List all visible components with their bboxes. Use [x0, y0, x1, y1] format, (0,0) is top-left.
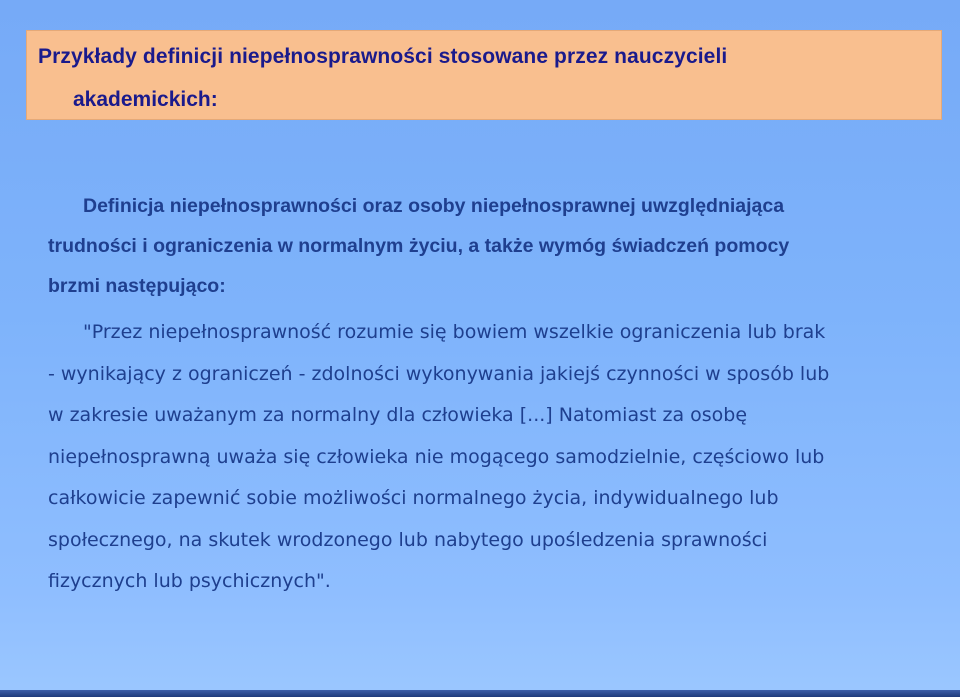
title-box	[26, 30, 942, 120]
bottom-divider-bar	[0, 690, 960, 697]
quote-line: "Przez niepełnosprawność rozumie się bowiem wszelkie ograniczenia lub brak	[83, 321, 826, 343]
quote-line: niepełnosprawną uważa się człowieka nie mogącego samodzielnie, częściowo lub	[48, 445, 825, 468]
intro-line: Definicja niepełnosprawności oraz osoby niepełnosprawnej uwzględniająca	[83, 195, 785, 217]
quote-line: fizycznych lub psychicznych".	[48, 570, 331, 592]
quote-line: w zakresie uważanym za normalny dla człowieka [...] Natomiast za osobę	[48, 404, 748, 426]
quote-line: całkowicie zapewnić sobie możliwości normalnego życia, indywidualnego lub	[48, 487, 779, 509]
slide-title-line-2: akademickich:	[73, 88, 218, 111]
quote-line: - wynikający z ograniczeń - zdolności wykonywania jakiejś czynności w sposób lub	[48, 362, 830, 385]
intro-line: trudności i ograniczenia w normalnym życiu, a także wymóg świadczeń pomocy	[48, 235, 790, 257]
quote-line: społecznego, na skutek wrodzonego lub nabytego upośledzenia sprawności	[48, 528, 768, 551]
intro-line: brzmi następująco:	[48, 275, 226, 297]
definition-quote	[48, 312, 936, 603]
intro-paragraph	[48, 186, 928, 306]
slide-title-line-1: Przykłady definicji niepełnosprawności stosowane przez nauczycieli	[38, 45, 728, 68]
